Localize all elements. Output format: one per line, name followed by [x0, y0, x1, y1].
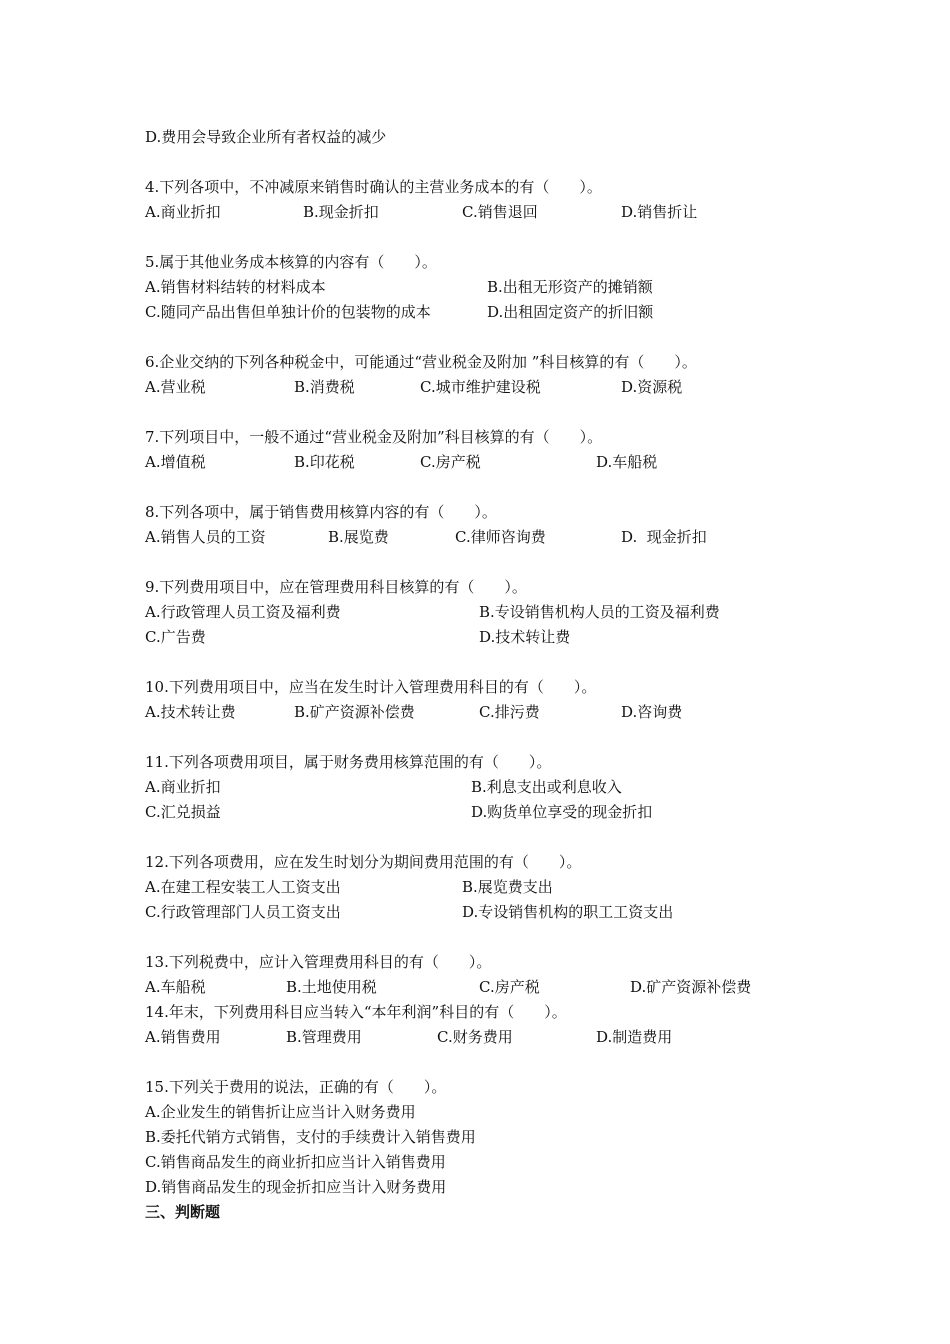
- answer-option: A.营业税: [145, 378, 206, 396]
- options-row: [145, 453, 845, 471]
- answer-option: A.技术转让费: [145, 703, 236, 721]
- answer-option: D.制造费用: [596, 1028, 673, 1046]
- question-text: A.企业发生的销售折让应当计入财务费用: [145, 1103, 416, 1121]
- options-row: [145, 378, 845, 396]
- answer-option: D.出租固定资产的折旧额: [487, 303, 654, 321]
- answer-option: D.矿产资源补偿费: [630, 978, 752, 996]
- question-text: 14.年末，下列费用科目应当转入“本年利润”科目的有（ ）。: [145, 1003, 567, 1021]
- answer-option: D.技术转让费: [479, 628, 571, 646]
- answer-option: A.商业折扣: [145, 778, 221, 796]
- options-row: [145, 703, 845, 721]
- answer-option: C.城市维护建设税: [420, 378, 541, 396]
- answer-option: C.房产税: [420, 453, 481, 471]
- answer-option: D.销售折让: [621, 203, 698, 221]
- question-text: 8.下列各项中，属于销售费用核算内容的有（ ）。: [145, 503, 497, 521]
- question-text: 11.下列各项费用项目，属于财务费用核算范围的有（ ）。: [145, 753, 552, 771]
- answer-option: C.房产税: [479, 978, 540, 996]
- section-heading: 三、判断题: [145, 1203, 221, 1221]
- answer-option: A.销售人员的工资: [145, 528, 266, 546]
- options-row: [145, 603, 845, 621]
- answer-option: A.增值税: [145, 453, 206, 471]
- options-row: [145, 778, 845, 796]
- options-row: [145, 803, 845, 821]
- question-text: 10.下列费用项目中，应当在发生时计入管理费用科目的有（ ）。: [145, 678, 597, 696]
- options-row: [145, 528, 845, 546]
- answer-option: D.车船税: [596, 453, 658, 471]
- answer-option: B.矿产资源补偿费: [294, 703, 415, 721]
- question-text: B.委托代销方式销售，支付的手续费计入销售费用: [145, 1128, 476, 1146]
- question-text: 15.下列关于费用的说法，正确的有（ ）。: [145, 1078, 447, 1096]
- question-text: 6.企业交纳的下列各种税金中，可能通过“营业税金及附加 ”科目核算的有（ ）。: [145, 353, 697, 371]
- question-text: 5.属于其他业务成本核算的内容有（ ）。: [145, 253, 437, 271]
- answer-option: B.印花税: [294, 453, 355, 471]
- options-row: [145, 303, 845, 321]
- answer-option: C.排污费: [479, 703, 540, 721]
- answer-option: A.车船税: [145, 978, 206, 996]
- answer-option: C.财务费用: [437, 1028, 513, 1046]
- answer-option: A.商业折扣: [145, 203, 221, 221]
- answer-option: B.展览费: [328, 528, 389, 546]
- question-text: 13.下列税费中，应计入管理费用科目的有（ ）。: [145, 953, 492, 971]
- answer-option: B.管理费用: [286, 1028, 362, 1046]
- question-text: D.费用会导致企业所有者权益的减少: [145, 128, 387, 146]
- answer-option: A.在建工程安装工人工资支出: [145, 878, 341, 896]
- answer-option: A.销售费用: [145, 1028, 221, 1046]
- options-row: [145, 203, 845, 221]
- answer-option: B.出租无形资产的摊销额: [487, 278, 653, 296]
- answer-option: D.咨询费: [621, 703, 683, 721]
- question-text: 12.下列各项费用，应在发生时划分为期间费用范围的有（ ）。: [145, 853, 582, 871]
- answer-option: B.利息支出或利息收入: [471, 778, 622, 796]
- answer-option: B.展览费支出: [462, 878, 553, 896]
- answer-option: A.销售材料结转的材料成本: [145, 278, 326, 296]
- answer-option: B.消费税: [294, 378, 355, 396]
- answer-option: C.随同产品出售但单独计价的包装物的成本: [145, 303, 431, 321]
- answer-option: B.现金折扣: [303, 203, 379, 221]
- answer-option: B.土地使用税: [286, 978, 377, 996]
- answer-option: C.广告费: [145, 628, 206, 646]
- answer-option: C.律师咨询费: [455, 528, 546, 546]
- question-text: 9.下列费用项目中，应在管理费用科目核算的有（ ）。: [145, 578, 527, 596]
- options-row: [145, 1028, 845, 1046]
- question-text: D.销售商品发生的现金折扣应当计入财务费用: [145, 1178, 447, 1196]
- answer-option: C.汇兑损益: [145, 803, 221, 821]
- answer-option: A.行政管理人员工资及福利费: [145, 603, 341, 621]
- answer-option: D.专设销售机构的职工工资支出: [462, 903, 674, 921]
- question-text: 4.下列各项中，不冲减原来销售时确认的主营业务成本的有（ ）。: [145, 178, 602, 196]
- answer-option: B.专设销售机构人员的工资及福利费: [479, 603, 720, 621]
- answer-option: C.销售退回: [462, 203, 538, 221]
- question-text: C.销售商品发生的商业折扣应当计入销售费用: [145, 1153, 446, 1171]
- options-row: [145, 978, 845, 996]
- answer-option: D.资源税: [621, 378, 683, 396]
- answer-option: D.购货单位享受的现金折扣: [471, 803, 653, 821]
- options-row: [145, 628, 845, 646]
- answer-option: C.行政管理部门人员工资支出: [145, 903, 341, 921]
- options-row: [145, 903, 845, 921]
- question-text: 7.下列项目中，一般不通过“营业税金及附加”科目核算的有（ ）。: [145, 428, 603, 446]
- answer-option: D. 现金折扣: [621, 528, 707, 546]
- options-row: [145, 878, 845, 896]
- options-row: [145, 278, 845, 296]
